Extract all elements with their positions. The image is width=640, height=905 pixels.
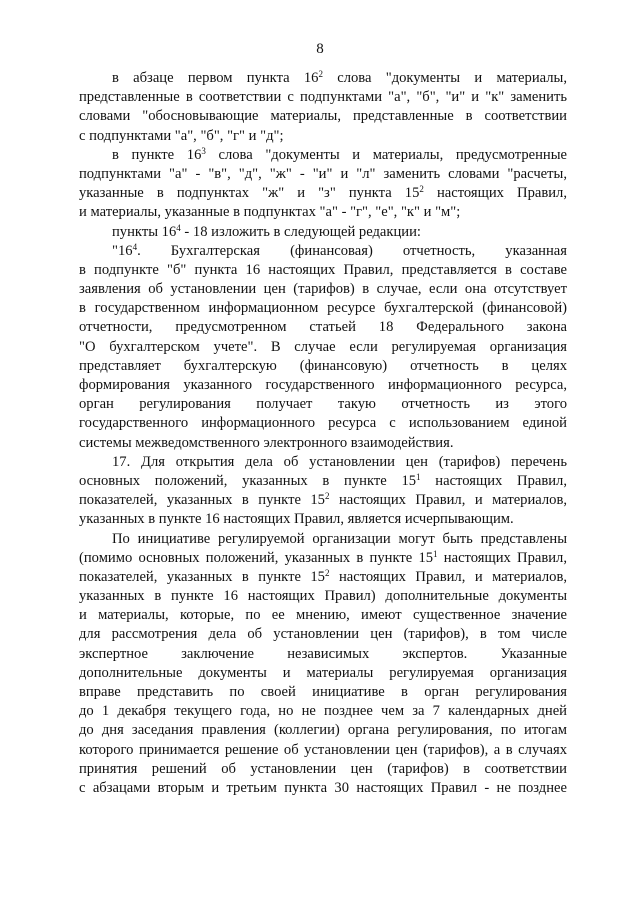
line-text: По инициативе регулируемой организации могут быть представлены — [112, 530, 567, 547]
line-text: для рассмотрения дела об установлении цен (тарифов), в том числе — [79, 626, 567, 643]
line-text: в государственном информационном ресурсе бухгалтерской (финансовой) — [79, 300, 567, 317]
line-text: и материалы, которые, по ее мнению, имеют существенное значение — [79, 607, 567, 624]
text-line — [79, 203, 567, 222]
line-text: вправе представить по своей инициативе в орган регулирования — [79, 684, 567, 700]
text-line — [79, 453, 567, 472]
line-text: представленные в соответствии с подпунктами "а", "б", "и" и "к" заменить — [79, 89, 567, 106]
line-text-after-superscript: настоящих Правил, и материалов, — [329, 492, 568, 509]
text-line — [79, 414, 567, 433]
text-line — [79, 395, 567, 414]
superscript-index: 2 — [419, 184, 424, 195]
line-text: экспертное заключение независимых экспертов. Указанные — [79, 645, 567, 662]
line-text-before-superscript: основных положений, указанных в пункте 15 — [79, 472, 417, 489]
text-line — [79, 683, 567, 702]
line-text: до 1 декабря текущего года, но не позднее чем за 7 календарных дней — [79, 703, 567, 720]
line-text-before-superscript: указанные в подпунктах "ж" и "з" пункта 15 — [79, 185, 420, 202]
text-line — [79, 625, 567, 644]
line-text-before-superscript: "16 — [112, 242, 133, 259]
superscript-index: 2 — [324, 567, 330, 578]
text-line — [79, 242, 567, 261]
text-line — [79, 510, 567, 529]
text-line — [79, 549, 567, 568]
text-line — [79, 587, 567, 606]
line-text-after-superscript: настоящих Правил, — [437, 549, 567, 566]
line-text-after-superscript: настоящих Правил, — [420, 472, 567, 489]
line-text-before-superscript: показателей, указанных в пункте 15 — [79, 492, 325, 509]
text-line — [79, 760, 567, 779]
line-text: указанных в пункте 16 настоящих Правил) дополнительные документы — [79, 588, 567, 605]
text-line — [79, 568, 567, 587]
text-line — [79, 318, 567, 337]
superscript-index: 4 — [132, 241, 138, 252]
text-line — [79, 434, 567, 453]
line-text: заявления об установлении цен (тарифов) в случае, если она отсутствует — [79, 281, 567, 298]
line-text-before-superscript: в пункте 16 — [112, 146, 202, 163]
text-line — [79, 530, 567, 549]
superscript-index: 1 — [416, 471, 421, 482]
line-text-after-superscript: настоящих Правил, — [423, 185, 567, 202]
line-text: дополнительные документы и материалы регулируемая организация — [79, 664, 567, 681]
line-text: формирования указанного государственного информационного ресурса, — [79, 377, 567, 393]
line-text: подпунктами "а" - "в", "д", "ж" - "и" и "л" заменить словами "расчеты, — [79, 165, 567, 182]
text-line — [79, 338, 567, 357]
text-line — [79, 721, 567, 740]
superscript-index: 2 — [318, 69, 323, 79]
line-text: и материалы, указанные в подпунктах "а" - "г", "е", "к" и "м"; — [79, 204, 461, 221]
page-number: 8 — [316, 41, 324, 57]
line-text: которого принимается решение об установлении цен (тарифов), а в случаях — [79, 741, 567, 758]
text-line — [79, 664, 567, 683]
line-text: принятия решений об установлении цен (тарифов) в соответствии — [79, 760, 567, 777]
text-line — [79, 88, 567, 107]
line-text: указанных в пункте 16 настоящих Правил, является исчерпывающим. — [79, 511, 514, 528]
superscript-index: 2 — [324, 491, 330, 502]
line-text: орган регулирования получает такую отчетность из этого — [79, 396, 567, 413]
line-text-before-superscript: (помимо основных положений, указанных в пункте 15 — [79, 549, 434, 566]
line-text: системы межведомственного электронного взаимодействия. — [79, 434, 454, 451]
line-text-before-superscript: пункты 16 — [112, 223, 177, 240]
line-text: в подпункте "б" пункта 16 настоящих Правил, представляется в составе — [79, 261, 567, 278]
line-text-before-superscript: показателей, указанных в пункте 15 — [79, 568, 325, 585]
line-text-after-superscript: слова "документы и материалы, предусмотренные — [205, 146, 568, 163]
text-line — [79, 645, 567, 664]
text-line — [79, 702, 567, 721]
line-text: до дня заседания правления (коллегии) органа регулирования, по итогам — [79, 722, 567, 739]
text-line — [79, 491, 567, 510]
text-line — [79, 165, 567, 184]
text-line — [79, 741, 567, 760]
document-body — [79, 69, 567, 798]
superscript-index: 1 — [433, 548, 438, 559]
text-line — [79, 376, 567, 395]
text-line — [79, 184, 567, 203]
line-text-before-superscript: в абзаце первом пункта 16 — [112, 70, 319, 86]
text-line — [79, 146, 567, 165]
line-text: государственного информационного ресурса с использованием единой — [79, 415, 567, 432]
text-line — [79, 472, 567, 491]
line-text: отчетности, предусмотренном статьей 18 Федерального закона — [79, 319, 567, 336]
line-text: "О бухгалтерском учете". В случае если регулируемая организация — [79, 338, 567, 355]
text-line — [79, 280, 567, 299]
line-text: с подпунктами "а", "б", "г" и "д"; — [79, 127, 284, 144]
line-text-after-superscript: . Бухгалтерская (финансовая) отчетность, указанная — [137, 242, 567, 259]
superscript-index: 4 — [176, 222, 181, 233]
superscript-index: 3 — [201, 145, 206, 156]
text-line — [79, 606, 567, 625]
text-line — [79, 299, 567, 318]
line-text-after-superscript: - 18 изложить в следующей редакции: — [180, 223, 421, 240]
line-text: 17. Для открытия дела об установлении цен (тарифов) перечень — [112, 453, 567, 470]
text-line — [79, 779, 567, 798]
text-line — [79, 107, 567, 126]
text-line — [79, 223, 567, 242]
line-text: с абзацами вторым и третьим пункта 30 настоящих Правил - не позднее — [79, 779, 567, 796]
line-text-after-superscript: настоящих Правил, и материалов, — [329, 568, 568, 585]
text-line — [79, 357, 567, 376]
line-text-after-superscript: слова "документы и материалы, — [322, 70, 567, 86]
text-line — [79, 127, 567, 146]
text-line — [79, 69, 567, 88]
line-text: словами "обосновывающие материалы, представленные в соответствии — [79, 108, 567, 125]
text-line — [79, 261, 567, 280]
line-text: представляет бухгалтерскую (финансовую) отчетность в целях — [79, 357, 567, 374]
